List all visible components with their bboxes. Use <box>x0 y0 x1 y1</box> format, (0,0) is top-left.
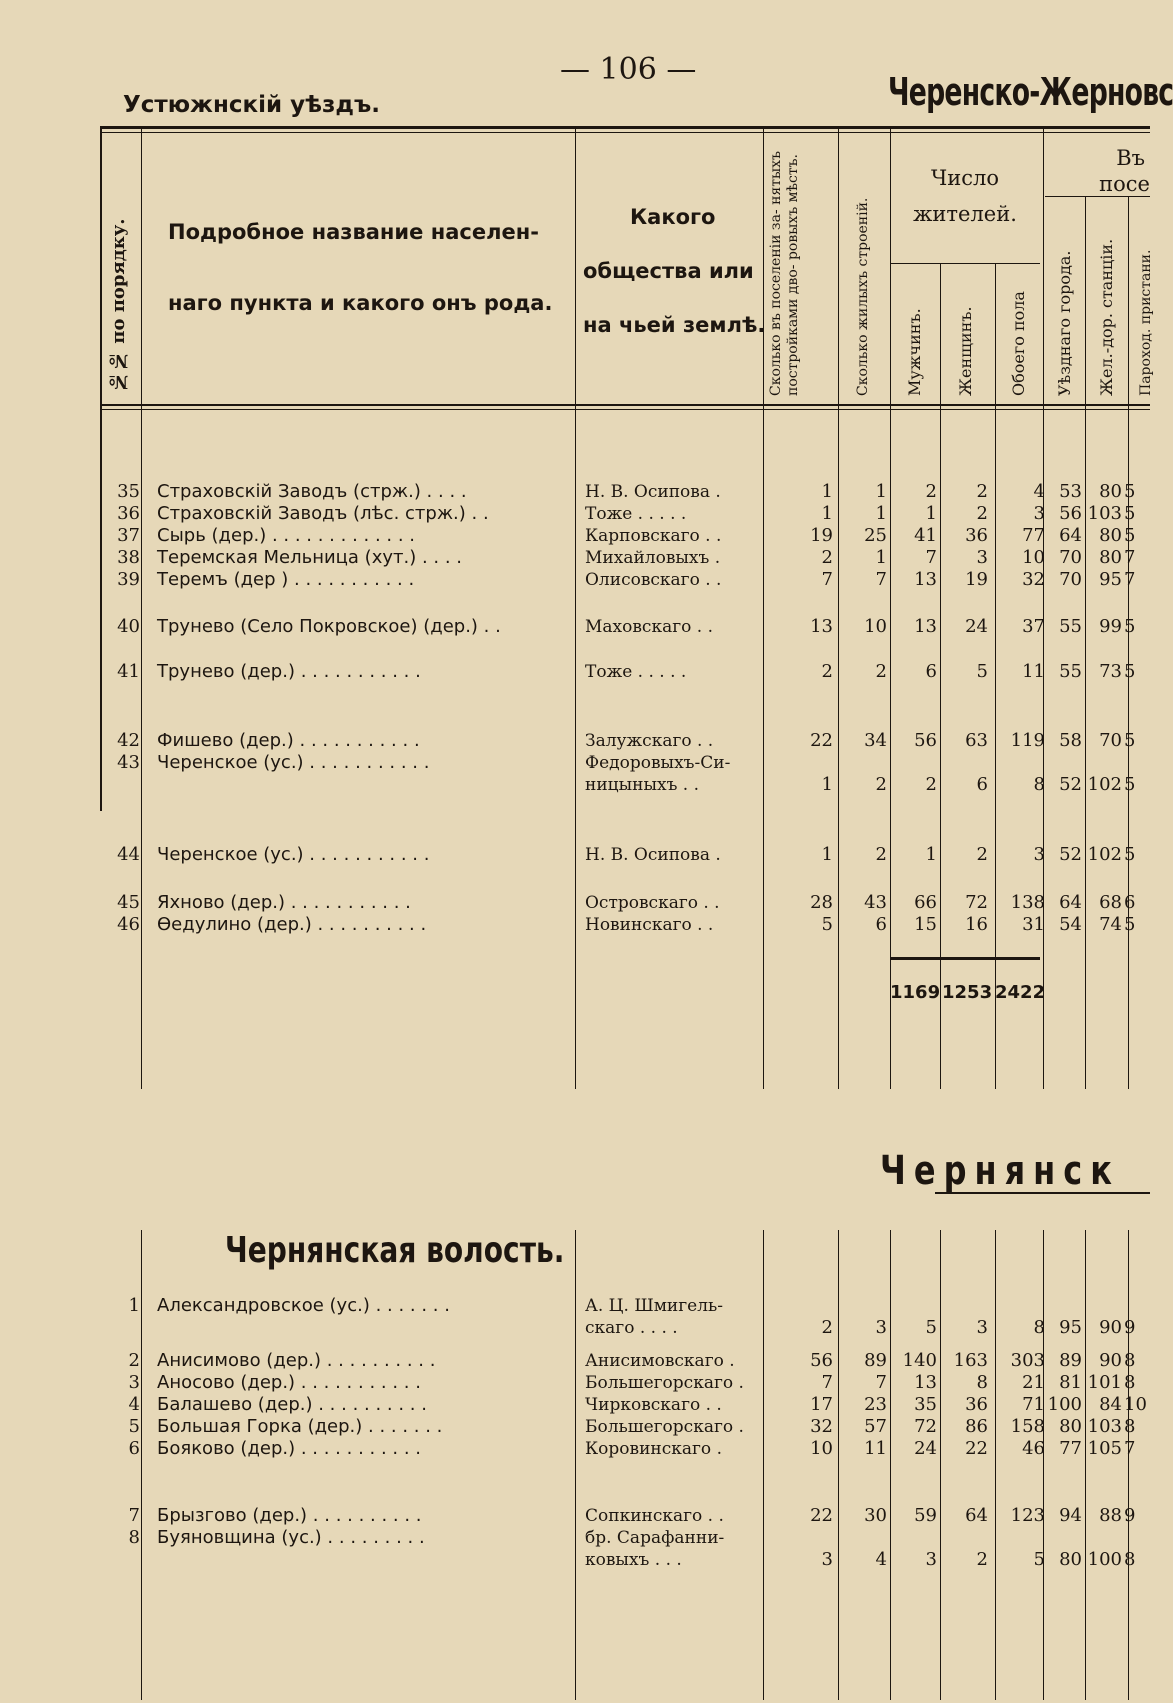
society-name-cont: ковыхъ . . . <box>585 1550 682 1570</box>
rail-distance-value: 73 <box>1099 661 1122 682</box>
rail-distance-value: 103 <box>1087 1416 1122 1437</box>
settlement-name: Теремская Мельница (хут.) . . . . <box>157 547 463 568</box>
row-number: 8 <box>128 1527 140 1548</box>
table-row <box>100 914 1150 936</box>
women-value: 8 <box>976 1372 988 1393</box>
men-value: 13 <box>914 569 937 590</box>
volost-title: Чернянская волость. <box>225 1230 565 1271</box>
row-number: 41 <box>117 661 140 682</box>
both-value: 123 <box>1010 1505 1045 1526</box>
town-distance-value: 95 <box>1059 1317 1082 1338</box>
buildings-value: 3 <box>875 1317 887 1338</box>
buildings-value: 34 <box>864 730 887 751</box>
pier-distance-value: 5 <box>1124 774 1136 795</box>
society-name: Маховскаго . . <box>585 617 713 637</box>
women-value: 22 <box>965 1438 988 1459</box>
town-distance-value: 80 <box>1059 1416 1082 1437</box>
pier-distance-value: 7 <box>1124 547 1136 568</box>
men-value: 56 <box>914 730 937 751</box>
town-distance-value: 64 <box>1059 892 1082 913</box>
town-distance-value: 56 <box>1059 503 1082 524</box>
col-header-town: Уѣзднаго города. <box>1055 250 1074 396</box>
rail-distance-value: 80 <box>1099 525 1122 546</box>
households-value: 56 <box>810 1350 833 1371</box>
society-name-cont: скаго . . . . <box>585 1318 678 1338</box>
society-name: бр. Сарафанни- <box>585 1528 725 1548</box>
col-header-residents-line2: жителей. <box>913 202 1017 226</box>
men-value: 3 <box>925 1549 937 1570</box>
pier-distance-value: 5 <box>1124 661 1136 682</box>
pier-distance-value: 8 <box>1124 1416 1136 1437</box>
settlement-name: Фишево (дер.) . . . . . . . . . . . <box>157 730 420 751</box>
town-distance-value: 53 <box>1059 481 1082 502</box>
top-rule <box>100 126 1150 129</box>
pier-distance-value: 5 <box>1124 503 1136 524</box>
settlement-name: Черенское (ус.) . . . . . . . . . . . <box>157 844 430 865</box>
men-value: 15 <box>914 914 937 935</box>
households-value: 5 <box>821 914 833 935</box>
settlement-name: Трунево (Село Покровское) (дер.) . . <box>157 616 501 637</box>
col-rule <box>1043 129 1044 1089</box>
settlement-name: Буяновщина (ус.) . . . . . . . . . <box>157 1527 425 1548</box>
table-row <box>100 1438 1150 1460</box>
pier-distance-value: 9 <box>1124 1317 1136 1338</box>
town-distance-value: 54 <box>1059 914 1082 935</box>
rail-distance-value: 80 <box>1099 481 1122 502</box>
col-rule <box>141 129 142 1089</box>
table-row <box>100 752 1150 795</box>
town-distance-value: 64 <box>1059 525 1082 546</box>
society-name: Олисовскаго . . <box>585 570 722 590</box>
society-name: А. Ц. Шмигель- <box>585 1296 724 1316</box>
pier-distance-value: 5 <box>1124 525 1136 546</box>
rail-distance-value: 70 <box>1099 730 1122 751</box>
town-distance-value: 89 <box>1059 1350 1082 1371</box>
rail-distance-value: 95 <box>1099 569 1122 590</box>
women-value: 2 <box>976 503 988 524</box>
both-value: 119 <box>1010 730 1045 751</box>
buildings-value: 2 <box>875 774 887 795</box>
settlement-name: Большая Горка (дер.) . . . . . . . <box>157 1416 443 1437</box>
settlement-name: Яхново (дер.) . . . . . . . . . . . <box>157 892 411 913</box>
both-value: 303 <box>1010 1350 1045 1371</box>
buildings-value: 25 <box>864 525 887 546</box>
buildings-value: 10 <box>864 616 887 637</box>
men-value: 24 <box>914 1438 937 1459</box>
col-header-residents-line1: Число <box>931 166 999 190</box>
both-value: 5 <box>1033 1549 1045 1570</box>
row-number: 3 <box>128 1372 140 1393</box>
col-header-pier: Пароход. пристани. <box>1138 249 1154 396</box>
row-number: 43 <box>117 752 140 773</box>
women-value: 2 <box>976 1549 988 1570</box>
pier-distance-value: 7 <box>1124 569 1136 590</box>
col-rule <box>575 129 576 1089</box>
women-value: 72 <box>965 892 988 913</box>
col-header-households: Сколько въ поселеніи за- нятыхъ постройками дво- ровыхъ мѣстъ. <box>768 151 801 396</box>
both-value: 71 <box>1022 1394 1045 1415</box>
households-value: 22 <box>810 1505 833 1526</box>
society-name: Анисимовскаго . <box>585 1351 735 1371</box>
settlement-name: Страховскій Заводъ (стрж.) . . . . <box>157 481 467 502</box>
households-value: 13 <box>810 616 833 637</box>
town-distance-value: 94 <box>1059 1505 1082 1526</box>
col-header-no: №№ по порядку. <box>108 218 129 392</box>
women-value: 2 <box>976 481 988 502</box>
both-value: 3 <box>1033 844 1045 865</box>
col-header-distance-line1: Въ <box>1116 146 1145 170</box>
both-value: 4 <box>1033 481 1045 502</box>
settlement-name: Сырь (дер.) . . . . . . . . . . . . . <box>157 525 416 546</box>
col-header-name-line1: Подробное название населен- <box>168 220 539 244</box>
town-distance-value: 55 <box>1059 616 1082 637</box>
men-value: 5 <box>925 1317 937 1338</box>
pier-distance-value: 6 <box>1124 892 1136 913</box>
society-name: Залужскаго . . <box>585 731 714 751</box>
settlement-name: Страховскій Заводъ (лѣс. стрж.) . . <box>157 503 489 524</box>
households-value: 10 <box>810 1438 833 1459</box>
buildings-value: 1 <box>875 503 887 524</box>
col-rule <box>1085 196 1086 1089</box>
households-value: 19 <box>810 525 833 546</box>
households-value: 22 <box>810 730 833 751</box>
buildings-value: 7 <box>875 569 887 590</box>
table-row <box>100 547 1150 569</box>
district-title: Устюжнскій уѣздъ. <box>123 92 380 118</box>
households-value: 7 <box>821 1372 833 1393</box>
both-value: 8 <box>1033 1317 1045 1338</box>
settlement-name: Ѳедулино (дер.) . . . . . . . . . . <box>157 914 427 935</box>
col-header-society-line1: Какого <box>630 205 716 229</box>
households-value: 2 <box>821 1317 833 1338</box>
col-rule <box>838 129 839 1089</box>
table-row <box>100 1394 1150 1416</box>
buildings-value: 30 <box>864 1505 887 1526</box>
society-name: Островскаго . . <box>585 893 720 913</box>
town-distance-value: 55 <box>1059 661 1082 682</box>
both-value: 31 <box>1022 914 1045 935</box>
town-distance-value: 52 <box>1059 844 1082 865</box>
men-value: 6 <box>925 661 937 682</box>
both-value: 158 <box>1010 1416 1045 1437</box>
table-row <box>100 730 1150 752</box>
both-value: 11 <box>1022 661 1045 682</box>
total-men: 1169 <box>890 982 941 1003</box>
both-value: 77 <box>1022 525 1045 546</box>
society-name: Михайловыхъ . <box>585 548 721 568</box>
rail-distance-value: 74 <box>1099 914 1122 935</box>
men-value: 140 <box>902 1350 937 1371</box>
row-number: 6 <box>128 1438 140 1459</box>
running-title: Черенско-Жерновс <box>888 70 1173 114</box>
both-value: 3 <box>1033 503 1045 524</box>
table-row <box>100 661 1150 683</box>
women-value: 64 <box>965 1505 988 1526</box>
women-value: 5 <box>976 661 988 682</box>
women-value: 3 <box>976 1317 988 1338</box>
households-value: 1 <box>821 774 833 795</box>
men-value: 72 <box>914 1416 937 1437</box>
totals-rule <box>890 957 1040 960</box>
table-row <box>100 481 1150 503</box>
women-value: 3 <box>976 547 988 568</box>
rail-distance-value: 84 <box>1099 1394 1122 1415</box>
society-name-cont: ницыныхъ . . <box>585 775 700 795</box>
row-number: 37 <box>117 525 140 546</box>
table-row <box>100 844 1150 866</box>
pier-distance-value: 10 <box>1124 1394 1147 1415</box>
row-number: 36 <box>117 503 140 524</box>
col-header-buildings: Сколько жилыхъ строеній. <box>855 197 871 396</box>
col-rule <box>763 129 764 1089</box>
buildings-value: 23 <box>864 1394 887 1415</box>
rail-distance-value: 103 <box>1087 503 1122 524</box>
town-distance-value: 81 <box>1059 1372 1082 1393</box>
pier-distance-value: 7 <box>1124 1438 1136 1459</box>
women-value: 36 <box>965 525 988 546</box>
pier-distance-value: 5 <box>1124 730 1136 751</box>
row-number: 45 <box>117 892 140 913</box>
row-number: 38 <box>117 547 140 568</box>
buildings-value: 7 <box>875 1372 887 1393</box>
buildings-value: 1 <box>875 481 887 502</box>
men-value: 66 <box>914 892 937 913</box>
settlement-name: Анисимово (дер.) . . . . . . . . . . <box>157 1350 436 1371</box>
society-name: Тоже . . . . . <box>585 662 687 682</box>
women-value: 6 <box>976 774 988 795</box>
society-name: Коровинскаго . <box>585 1439 722 1459</box>
buildings-value: 2 <box>875 661 887 682</box>
col-header-name-line2: наго пункта и какого онъ рода. <box>168 291 553 315</box>
town-distance-value: 80 <box>1059 1549 1082 1570</box>
table-row <box>100 616 1150 638</box>
men-value: 59 <box>914 1505 937 1526</box>
households-value: 1 <box>821 844 833 865</box>
residents-subrule <box>890 263 1040 264</box>
town-distance-value: 77 <box>1059 1438 1082 1459</box>
settlement-name: Бояково (дер.) . . . . . . . . . . . <box>157 1438 422 1459</box>
society-name: Новинскаго . . <box>585 915 714 935</box>
women-value: 163 <box>953 1350 988 1371</box>
buildings-value: 43 <box>864 892 887 913</box>
row-number: 2 <box>128 1350 140 1371</box>
town-distance-value: 70 <box>1059 547 1082 568</box>
men-value: 13 <box>914 1372 937 1393</box>
settlement-name: Брызгово (дер.) . . . . . . . . . . <box>157 1505 422 1526</box>
settlement-name: Черенское (ус.) . . . . . . . . . . . <box>157 752 430 773</box>
rail-distance-value: 100 <box>1087 1549 1122 1570</box>
col-header-distance-line2: посе <box>1099 172 1150 196</box>
page-number: — 106 — <box>560 52 697 87</box>
pier-distance-value: 5 <box>1124 616 1136 637</box>
town-distance-value: 58 <box>1059 730 1082 751</box>
buildings-value: 2 <box>875 844 887 865</box>
buildings-value: 6 <box>875 914 887 935</box>
both-value: 37 <box>1022 616 1045 637</box>
pier-distance-value: 5 <box>1124 914 1136 935</box>
row-number: 5 <box>128 1416 140 1437</box>
row-number: 35 <box>117 481 140 502</box>
society-name: Тоже . . . . . <box>585 504 687 524</box>
row-number: 44 <box>117 844 140 865</box>
rail-distance-value: 90 <box>1099 1350 1122 1371</box>
col-rule <box>890 129 891 1089</box>
women-value: 16 <box>965 914 988 935</box>
table-row <box>100 1350 1150 1372</box>
settlement-name: Александровское (ус.) . . . . . . . <box>157 1295 450 1316</box>
rail-distance-value: 99 <box>1099 616 1122 637</box>
women-value: 2 <box>976 844 988 865</box>
header-bottom-rule <box>100 404 1150 406</box>
table-row <box>100 1372 1150 1394</box>
women-value: 86 <box>965 1416 988 1437</box>
both-value: 21 <box>1022 1372 1045 1393</box>
town-distance-value: 52 <box>1059 774 1082 795</box>
header-bottom-rule-thin <box>100 409 1150 410</box>
top-rule-thin <box>100 132 1150 133</box>
col-header-men: Мужчинъ. <box>905 308 924 396</box>
table-row <box>100 1295 1150 1338</box>
table-row <box>100 503 1150 525</box>
rail-distance-value: 88 <box>1099 1505 1122 1526</box>
buildings-value: 4 <box>875 1549 887 1570</box>
buildings-value: 1 <box>875 547 887 568</box>
women-value: 36 <box>965 1394 988 1415</box>
households-value: 28 <box>810 892 833 913</box>
col-header-rail: Жел.-дор. станціи. <box>1097 238 1116 396</box>
society-name: Карповскаго . . <box>585 526 722 546</box>
buildings-value: 57 <box>864 1416 887 1437</box>
rail-distance-value: 90 <box>1099 1317 1122 1338</box>
town-distance-value: 70 <box>1059 569 1082 590</box>
table-row <box>100 1416 1150 1438</box>
men-value: 41 <box>914 525 937 546</box>
table-row <box>100 569 1150 591</box>
households-value: 1 <box>821 503 833 524</box>
society-name: Федоровыхъ-Си- <box>585 753 731 773</box>
society-name: Чирковскаго . . <box>585 1395 722 1415</box>
settlement-name: Трунево (дер.) . . . . . . . . . . . <box>157 661 421 682</box>
households-value: 1 <box>821 481 833 502</box>
households-value: 2 <box>821 547 833 568</box>
rail-distance-value: 105 <box>1087 1438 1122 1459</box>
rail-distance-value: 80 <box>1099 547 1122 568</box>
men-value: 2 <box>925 481 937 502</box>
men-value: 7 <box>925 547 937 568</box>
pier-distance-value: 8 <box>1124 1350 1136 1371</box>
settlement-name: Теремъ (дер ) . . . . . . . . . . . <box>157 569 415 590</box>
col-rule <box>1128 196 1129 1089</box>
men-value: 35 <box>914 1394 937 1415</box>
men-value: 1 <box>925 844 937 865</box>
settlement-name: Балашево (дер.) . . . . . . . . . . <box>157 1394 427 1415</box>
households-value: 32 <box>810 1416 833 1437</box>
settlement-name: Аносово (дер.) . . . . . . . . . . . <box>157 1372 421 1393</box>
rail-distance-value: 68 <box>1099 892 1122 913</box>
table-row <box>100 892 1150 914</box>
row-number: 46 <box>117 914 140 935</box>
buildings-value: 11 <box>864 1438 887 1459</box>
both-value: 138 <box>1010 892 1045 913</box>
society-name: Большегорскаго . <box>585 1417 744 1437</box>
both-value: 46 <box>1022 1438 1045 1459</box>
households-value: 3 <box>821 1549 833 1570</box>
pier-distance-value: 8 <box>1124 1549 1136 1570</box>
society-name: Сопкинскаго . . <box>585 1506 724 1526</box>
households-value: 7 <box>821 569 833 590</box>
buildings-value: 89 <box>864 1350 887 1371</box>
col-header-both: Обоего пола <box>1009 291 1028 396</box>
total-women: 1253 <box>942 982 993 1003</box>
row-number: 7 <box>128 1505 140 1526</box>
men-value: 1 <box>925 503 937 524</box>
section-running-title: Чернянск <box>880 1148 1120 1194</box>
society-name: Большегорскаго . <box>585 1373 744 1393</box>
row-number: 42 <box>117 730 140 751</box>
table-row <box>100 1527 1150 1570</box>
society-name: Н. В. Осипова . <box>585 845 721 865</box>
col-header-society-line3: на чьей землѣ. <box>583 313 766 337</box>
pier-distance-value: 5 <box>1124 844 1136 865</box>
col-header-society-line2: общества или <box>583 259 754 283</box>
pier-distance-value: 9 <box>1124 1505 1136 1526</box>
town-distance-value: 100 <box>1047 1394 1082 1415</box>
row-number: 40 <box>117 616 140 637</box>
households-value: 2 <box>821 661 833 682</box>
rail-distance-value: 101 <box>1087 1372 1122 1393</box>
men-value: 13 <box>914 616 937 637</box>
both-value: 32 <box>1022 569 1045 590</box>
row-number: 4 <box>128 1394 140 1415</box>
table-row <box>100 1505 1150 1527</box>
col-header-women: Женщинъ. <box>956 306 975 396</box>
both-value: 8 <box>1033 774 1045 795</box>
women-value: 19 <box>965 569 988 590</box>
pier-distance-value: 8 <box>1124 1372 1136 1393</box>
row-number: 39 <box>117 569 140 590</box>
pier-distance-value: 5 <box>1124 481 1136 502</box>
households-value: 17 <box>810 1394 833 1415</box>
women-value: 63 <box>965 730 988 751</box>
row-number: 1 <box>128 1295 140 1316</box>
women-value: 24 <box>965 616 988 637</box>
table-row <box>100 525 1150 547</box>
men-value: 2 <box>925 774 937 795</box>
rail-distance-value: 102 <box>1087 774 1122 795</box>
society-name: Н. В. Осипова . <box>585 482 721 502</box>
left-border <box>100 126 102 811</box>
rail-distance-value: 102 <box>1087 844 1122 865</box>
both-value: 10 <box>1022 547 1045 568</box>
total-both: 2422 <box>995 982 1046 1003</box>
